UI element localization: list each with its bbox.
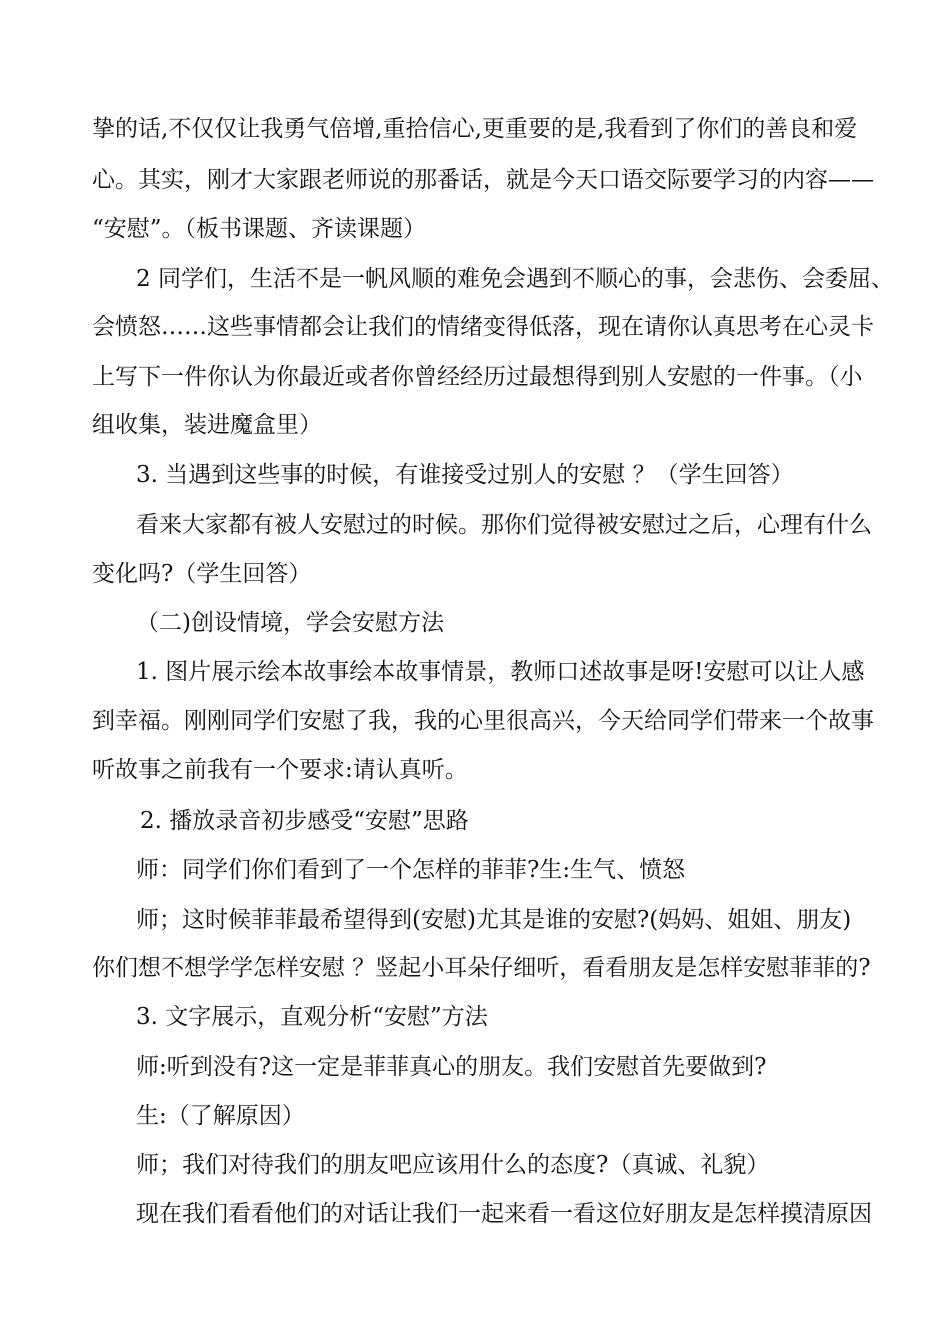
text-line: 1. 图片展示绘本故事绘本故事情景，教师口述故事是呀!安慰可以让人感 [136, 659, 865, 685]
text-line: 上写下一件你认为你最近或者你曾经经历过最想得到别人安慰的一件事。（小 [92, 364, 863, 390]
text-line: 变化吗?（学生回答） [92, 561, 312, 587]
text-line: 3. 文字展示，直观分析“安慰”方法 [136, 1004, 488, 1030]
text-line: 挚的话,不仅仅让我勇气倍增,重拾信心,更重要的是,我看到了你们的善良和爱 [92, 116, 858, 142]
section-heading: （二)创设情境，学会安慰方法 [136, 610, 444, 636]
text-line: 心。其实，刚才大家跟老师说的那番话，就是今天口语交际要学习的内容—— [92, 167, 874, 193]
text-line: 组收集，装进魔盒里） [92, 412, 322, 438]
text-line: 听故事之前我有一个要求:请认真听。 [92, 757, 468, 783]
text-line: 2. 播放录音初步感受“安慰”思路 [140, 808, 469, 834]
text-line: “安慰”。（板书课题、齐读课题） [92, 216, 427, 242]
text-line: 现在我们看看他们的对话让我们一起来看一看这位好朋友是怎样摸清原因 [136, 1201, 872, 1227]
text-line: 会愤怒……这些事情都会让我们的情绪变得低落，现在请你认真思考在心灵卡 [92, 314, 874, 340]
text-line: 到幸福。刚刚同学们安慰了我，我的心里很高兴，今天给同学们带来一个故事 [92, 708, 874, 734]
text-line: 师；我们对待我们的朋友吧应该用什么的态度?（真诚、礼貌） [136, 1152, 770, 1178]
text-line: 2 同学们，生活不是一帆风顺的难免会遇到不顺心的事，会悲伤、会委屈、 [136, 266, 894, 292]
text-line: 师；这时候菲菲最希望得到(安慰)尤其是谁的安慰?(妈妈、姐姐、朋友) [136, 907, 852, 933]
text-line: 看来大家都有被人安慰过的时候。那你们觉得被安慰过之后，心理有什么 [136, 512, 872, 538]
text-line: 生:（了解原因） [136, 1103, 305, 1129]
text-line: 3. 当遇到这些事的时候，有谁接受过别人的安慰 ？（学生回答） [136, 462, 794, 488]
text-line: 师：同学们你们看到了一个怎样的菲菲?生:生气、愤怒 [136, 857, 686, 883]
text-line: 师:听到没有?这一定是菲菲真心的朋友。我们安慰首先要做到? [136, 1054, 767, 1080]
text-line: 你们想不想学学怎样安慰 ？竖起小耳朵仔细听，看看朋友是怎样安慰菲菲的? [92, 955, 871, 981]
